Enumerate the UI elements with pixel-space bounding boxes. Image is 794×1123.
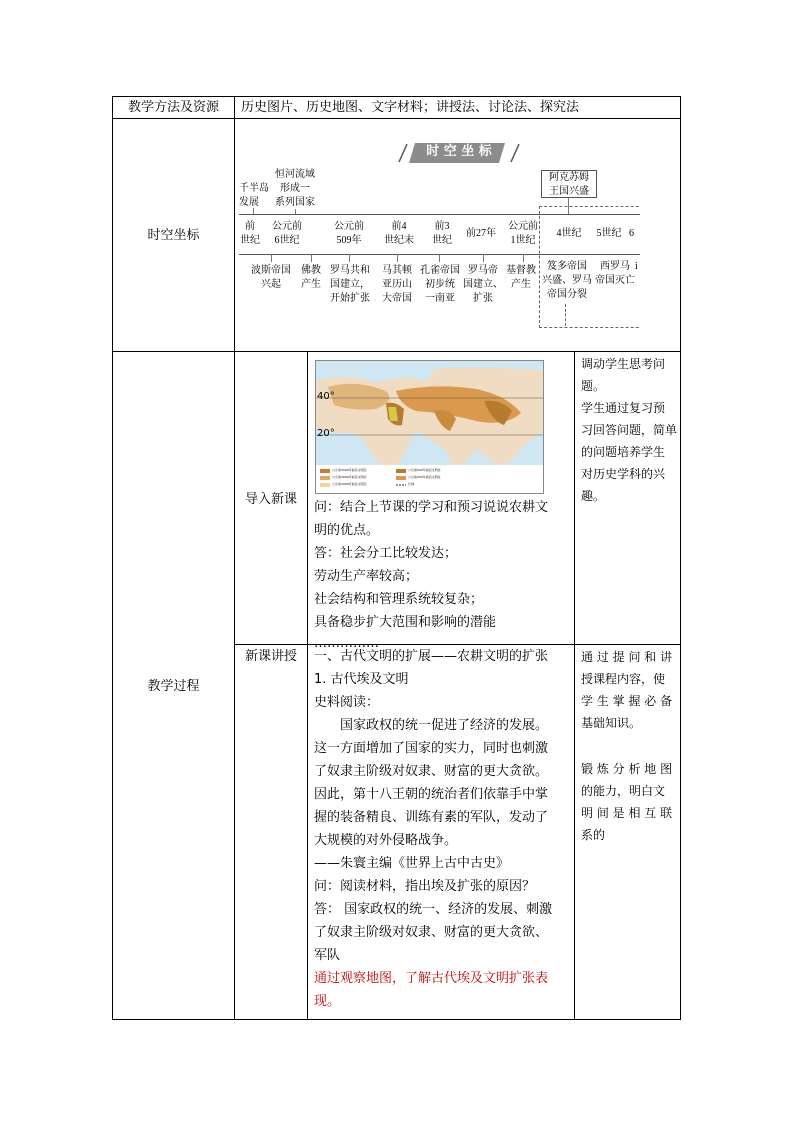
map-lat-label: 20°: [317, 428, 335, 439]
note-line: 基础知识。: [581, 716, 642, 730]
timeline-date: 前27年: [466, 228, 496, 239]
ancient-civilization-map: [315, 360, 544, 494]
timeline-date: 前 世纪: [240, 221, 260, 246]
timeline-axis-bottom: [239, 254, 539, 255]
method-label: 教学方法及资源: [127, 100, 219, 115]
col-divider-note: [574, 351, 575, 1020]
note-line: 的问题培养学生: [581, 445, 666, 459]
timeline-figure: [239, 132, 640, 332]
timeline-header: 时 空 坐 标: [426, 144, 492, 159]
connector: [397, 254, 398, 262]
lesson-note: [581, 646, 677, 846]
intro-line: 答：社会分工比较发达；: [314, 546, 458, 561]
intro-note: [581, 353, 677, 507]
timeline-date: 5世纪: [596, 228, 622, 239]
timeline-axis-top: [239, 214, 539, 215]
connector: [311, 254, 312, 262]
note-line: 通 过 提 问 和 讲: [581, 650, 673, 664]
timeline-date: 前3 世纪: [432, 221, 452, 246]
note-line: 调动学生思考问: [581, 357, 666, 371]
map-legend-item: 公元前1000年前后文明区: [332, 482, 367, 486]
note-line: 授课程内容，使: [581, 672, 666, 686]
lesson-line: 大规模的对外侵略战争。: [314, 833, 458, 848]
lesson-line: 问：阅读材料，指出埃及扩张的原因？: [314, 879, 536, 894]
lesson-line: 国家政权的统一促进了经济的发展。: [314, 718, 549, 733]
note-line: 锻 炼 分 析 地 图: [581, 762, 673, 776]
connector: [483, 254, 484, 262]
lesson-line: 因此，第十八王朝的统治者们依靠手中掌: [314, 787, 549, 802]
connector: [349, 254, 350, 262]
timeline-date: 4世纪: [556, 228, 582, 239]
timeline-axis-right-top: [539, 214, 640, 215]
intro-line: 劳动生产率较高；: [314, 569, 419, 584]
process-label: 教学过程: [147, 679, 200, 694]
lesson-line: 1. 古代埃及文明: [314, 672, 409, 687]
col-divider-label: [234, 96, 235, 1020]
note-line: 明 间 是 相 互 联: [581, 806, 673, 820]
timeline-axis-right-bottom: [539, 254, 640, 255]
timeline-bottom-event: 孔雀帝国 初步统 一南亚: [420, 265, 460, 304]
timeline-bottom-event: 马其顿 亚历山 大帝国: [382, 265, 412, 304]
lesson-line: 史料阅读：: [314, 695, 380, 710]
lesson-red-line: 通过观察地图，了解古代埃及文明扩张表: [314, 971, 549, 986]
timeline-bottom-event: 基督教 产生: [506, 265, 536, 290]
timeline-bottom-event: 波斯帝国 兴起: [251, 265, 291, 290]
lesson-line: ——朱寰主编《世界上古中古史》: [314, 856, 510, 871]
timeline-date: 公元前 509年: [334, 221, 364, 246]
intro-line: 社会结构和管理系统较复杂；: [314, 592, 484, 607]
connector: [565, 304, 566, 326]
connector: [271, 254, 272, 262]
lesson-text: [314, 645, 572, 1013]
lesson-line: 握的装备精良、训练有素的军队，发动了: [314, 810, 549, 825]
note-line: 习回答问题，简单: [581, 423, 678, 437]
timeline-row-label: 时空坐标: [147, 228, 200, 243]
lesson-line: 一、古代文明的扩展——农耕文明的扩张: [314, 649, 549, 664]
map-legend-item: 公元前500年前后文明区: [408, 468, 441, 472]
timeline-top-event-2: 恒河流域 形成一 系列国家: [275, 169, 315, 208]
lesson-line: 军队: [314, 948, 341, 963]
timeline-right-top-event: 阿克苏姆 王国兴盛: [549, 172, 589, 197]
note-line: 题。: [581, 379, 606, 393]
map-lat-label: 40°: [317, 391, 335, 402]
timeline-date: 公元前 6世纪: [272, 221, 302, 246]
intro-line: 问：结合上节课的学习和预习说说农耕文: [314, 500, 549, 515]
lesson-red-line: 现。: [314, 994, 341, 1009]
row-divider-1: [112, 118, 681, 119]
intro-line: 明的优点。: [314, 523, 380, 538]
timeline-bottom-event: 西罗马 帝国灭亡: [595, 261, 635, 286]
method-content: 历史图片、历史地图、文字材料；讲授法、讨论法、探究法: [241, 100, 580, 115]
note-line: 学 生 掌 握 必 备: [581, 694, 673, 708]
lesson-line: 答： 国家政权的统一、经济的发展、刺激: [314, 902, 553, 917]
lesson-line: 了奴隶主阶级对奴隶、财富的更大贪欲、: [314, 925, 549, 940]
note-line: 对历史学科的兴: [581, 467, 666, 481]
lesson-line: 了奴隶主阶级对奴隶、财富的更大贪欲。: [314, 764, 549, 779]
table-border-right: [680, 96, 681, 1020]
timeline-bottom-event: 罗马帝 国建立、 扩张: [463, 265, 503, 304]
intro-line: 具备稳步扩大范围和影响的潜能: [314, 615, 497, 630]
note-line: 趣。: [581, 489, 606, 503]
timeline-bottom-event: 笈多帝国 兴盛、罗马 帝国分裂: [542, 261, 592, 300]
new-lesson-label: 新课讲授: [244, 649, 297, 664]
intro-line: ……………: [314, 636, 379, 651]
note-line: 的能力，明白文: [581, 784, 666, 798]
timeline-date: 公元前 1世纪: [508, 221, 538, 246]
map-legend-item: 公元前200年前后文明区: [408, 475, 441, 479]
row-divider-2: [112, 351, 681, 352]
intro-label: 导入新课: [244, 492, 297, 507]
timeline-bottom-event: 佛教 产生: [301, 265, 321, 290]
note-line: 系的: [581, 828, 606, 842]
intro-text: [314, 496, 572, 654]
timeline-top-event-1: 千半岛 发展: [239, 183, 269, 208]
map-legend-item: 公元前3000年前后文明区: [332, 468, 367, 472]
map-legend-item: 长城: [408, 482, 415, 486]
map-legend-item: 公元前2000年前后文明区: [332, 475, 367, 479]
connector: [523, 254, 524, 262]
connector: [439, 254, 440, 262]
timeline-bottom-event: 罗马共和 国建立， 开始扩张: [330, 265, 370, 304]
col-divider-sub: [307, 351, 308, 1020]
lesson-line: 这一方面增加了国家的实力，同时也刺激: [314, 741, 549, 756]
timeline-bottom-event: i: [635, 261, 638, 272]
note-line: [581, 734, 677, 758]
note-line: 学生通过复习预: [581, 401, 666, 415]
table-border-bottom: [112, 1019, 681, 1020]
timeline-date: 前4 世纪末: [384, 221, 414, 246]
timeline-date: 6: [629, 228, 634, 239]
